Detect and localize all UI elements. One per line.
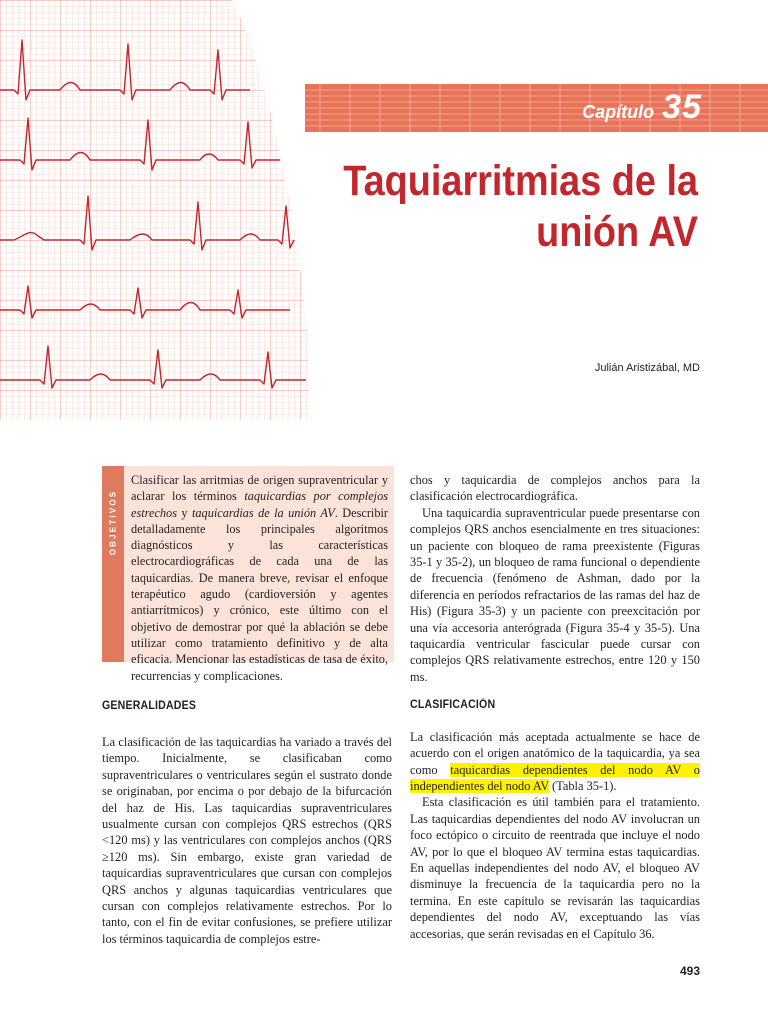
objectives-text-3: . Describir detalladamente los principales algoritmos diagnósticos y las características electrocardiográficas de cada una de las taquicardias. De manera breve, revisar el enfoque terapéutico agudo (cardioversión y agentes antiarrítmicos) y crónico, este último con el objetivo de demostrar por qué la ablación se debe utilizar como tratamiento definitivo y de alta eficacia. Mencionar las estadísticas de tasa de éxito, recurrencias y complicaciones.: [131, 505, 388, 683]
highlighted-text: taquicardias dependientes del nodo AV o independientes del nodo AV: [410, 762, 700, 793]
classification-paragraph-1: [410, 729, 700, 795]
objectives-box: [102, 466, 394, 683]
heading-generalidades: GENERALIDADES: [102, 700, 197, 712]
classification-text-b: (Tabla 35-1).: [548, 778, 617, 793]
chapter-label: [582, 88, 702, 127]
classification-text-a: La clasificación más aceptada actualmente se hace de acuerdo con el origen anatómico de la taquicardia, ya sea como: [410, 729, 700, 777]
ecg-grid: [0, 0, 320, 420]
right-column: [410, 472, 700, 942]
objectives-text: [124, 466, 394, 683]
objectives-label: OBJETIVOS: [108, 489, 118, 556]
wide-qrs-paragraph: Una taquicardia supraventricular puede presentarse con complejos QRS anchos esencialmente en tres situaciones: un paciente con bloqueo de rama preexistente (Figuras 35-1 y 35-2), un bloqueo de rama funcional o dependiente de frecuencia (fenómeno de Ashman, dado por la diferencia en períodos refractarios de las ramas del haz de His) (Figura 35-3) y un paciente con preexcitación por una vía accesoria anterógrada (Figura 35-4 y 35-5). Una taquicardia ventricular fascicular puede cursar con complejos QRS relativamente estrechos, entre 120 y 150 ms.: [410, 505, 700, 684]
continuation-paragraph: chos y taquicardia de complejos anchos para la clasificación electrocardiográfica.: [410, 473, 700, 504]
chapter-word: Capítulo: [582, 102, 655, 122]
author: Julián Aristizábal, MD: [594, 362, 700, 374]
objectives-text-1: Clasificar las arritmias de origen supraventricular y aclarar los términos: [131, 473, 388, 504]
objectives-term-2: taquicardias de la unión AV: [191, 505, 335, 520]
title-line-2: unión AV: [536, 208, 698, 256]
page-number: 493: [679, 964, 700, 978]
chapter-number: 35: [662, 88, 702, 126]
generalidades-paragraph: La clasificación de las taquicardias ha variado a través del tiempo. Inicialmente, se clasificaban como supraventriculares o ventriculares según el sustrato donde se originaban, por encima o por debajo de la bifurcación del haz de His. Las taquicardias supraventriculares usualmente cursan con complejos QRS estrechos (QRS <120 ms) y las ventriculares con complejos anchos (QRS ≥120 ms). Sin embargo, existe gran variedad de taquicardias supraventriculares que cursan con complejos QRS anchos y algunas taquicardias ventriculares que cursan con complejos relativamente estrechos. Por lo tanto, con el fin de evitar confusiones, se prefiere utilizar los términos taquicardia de complejos estre-: [102, 735, 392, 946]
objectives-sidebar: [102, 466, 124, 662]
title-line-1: Taquiarritmias de la: [343, 157, 698, 205]
chapter-title: [328, 156, 698, 258]
objectives-text-2: y: [177, 505, 192, 520]
objectives-term-1: taquicardias por complejos estrechos: [131, 489, 389, 520]
generalidades-body: [102, 734, 392, 947]
classification-paragraph-2: Esta clasificación es útil también para el tratamiento. Las taquicardias dependientes del nodo AV involucran un foco ectópico o circuito de reentrada que incluye el nodo AV, por lo que el bloqueo AV termina estas taquicardias. En aquellas independientes del nodo AV, el bloqueo AV disminuye la frecuencia de la taquicardia pero no la termina. En este capítulo se revisarán las taquicardias dependientes del nodo AV, exceptuando las vías accesorias, que serán revisadas en el Capítulo 36.: [410, 795, 700, 941]
heading-clasificacion: CLASIFICACIÓN: [410, 699, 496, 712]
